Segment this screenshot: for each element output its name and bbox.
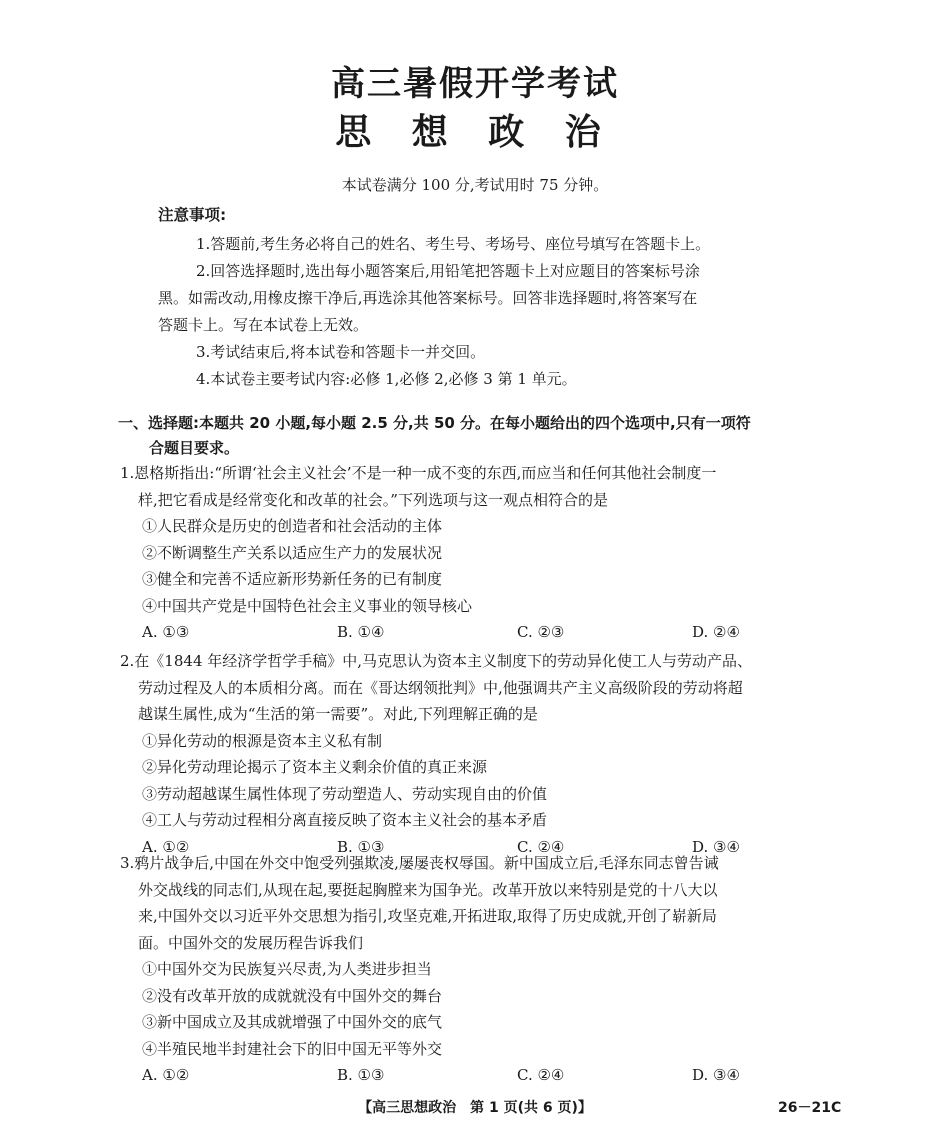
section-heading: [118, 411, 838, 461]
choice-c[interactable]: C. ②④: [517, 837, 565, 856]
question-stem-line: 样,把它看成是经常变化和改革的社会。”下列选项与这一观点相符合的是: [138, 490, 608, 509]
question-stem-line: 外交战线的同志们,从现在起,要挺起胸膛来为国争光。改革开放以来特别是党的十八大以: [138, 880, 718, 899]
question-stem-line: 1.恩格斯指出:“所谓‘社会主义社会’不是一种一成不变的东西,而应当和任何其他社会制度一: [120, 464, 717, 482]
question-option: ④半殖民地半封建社会下的旧中国无平等外交: [142, 1039, 443, 1058]
exam-title: 高三暑假开学考试: [331, 64, 619, 104]
page-footer: 【高三思想政治 第 1 页(共 6 页)】: [358, 1100, 592, 1116]
question-option: ①人民群众是历史的创造者和社会活动的主体: [142, 517, 443, 535]
choice-d[interactable]: D. ②④: [692, 623, 740, 641]
subject-title: 思 想 政 治: [335, 112, 615, 153]
section-heading-line-1: 一、选择题:本题共 20 小题,每小题 2.5 分,共 50 分。在每小题给出的四个选项中,只有一项符: [118, 414, 751, 432]
question-option: ②没有改革开放的成就就没有中国外交的舞台: [142, 986, 443, 1005]
question-option: ③健全和完善不适应新形势新任务的已有制度: [142, 570, 443, 588]
choice-a[interactable]: A. ①②: [142, 1066, 190, 1084]
notice-line-3: 黑。如需改动,用橡皮擦干净后,再选涂其他答案标号。回答非选择题时,将答案写在: [158, 289, 698, 307]
choice-c[interactable]: C. ②④: [517, 1066, 565, 1084]
question-option: ②不断调整生产关系以适应生产力的发展状况: [142, 543, 443, 562]
question-stem-line: 2.在《1844 年经济学哲学手稿》中,马克思认为资本主义制度下的劳动异化使工人与劳动产品、: [120, 652, 753, 670]
choice-b[interactable]: B. ①③: [337, 1066, 385, 1084]
notice-line-6: 4.本试卷主要考试内容:必修 1,必修 2,必修 3 第 1 单元。: [196, 370, 577, 388]
question-stem-line: 劳动过程及人的本质相分离。而在《哥达纲领批判》中,他强调共产主义高级阶段的劳动将超: [138, 678, 743, 697]
question-1: [120, 460, 840, 646]
choice-b[interactable]: B. ①④: [337, 623, 385, 641]
choice-d[interactable]: D. ③④: [692, 1066, 740, 1084]
notice-line-4: 答题卡上。写在本试卷上无效。: [158, 316, 369, 334]
choice-a[interactable]: A. ①②: [142, 837, 190, 856]
question-option: ①中国外交为民族复兴尽责,为人类进步担当: [142, 960, 432, 978]
notice-heading: 注意事项:: [158, 206, 227, 224]
choice-a[interactable]: A. ①③: [142, 623, 190, 641]
notice-line-5: 3.考试结束后,将本试卷和答题卡一并交回。: [196, 343, 486, 361]
notice-line-1: 1.答题前,考生务必将自己的姓名、考生号、考场号、座位号填写在答题卡上。: [196, 235, 711, 253]
answer-choices: [120, 619, 840, 646]
choice-c[interactable]: C. ②③: [517, 623, 565, 641]
question-2: [120, 648, 840, 860]
question-stem-line: 越谋生属性,成为“生活的第一需要”。对此,下列理解正确的是: [138, 705, 538, 723]
question-option: ④工人与劳动过程相分离直接反映了资本主义社会的基本矛盾: [142, 811, 548, 829]
question-option: ③劳动超越谋生属性体现了劳动塑造人、劳动实现自由的价值: [142, 784, 548, 803]
answer-choices: [120, 1062, 840, 1089]
page-code: 26－21C: [778, 1100, 842, 1116]
exam-intro: 本试卷满分 100 分,考试用时 75 分钟。: [341, 176, 609, 194]
question-3: [120, 850, 840, 1089]
question-stem-line: 来,中国外交以习近平外交思想为指引,攻坚克难,开拓进取,取得了历史成就,开创了崭新局: [138, 907, 717, 925]
question-stem-line: 面。中国外交的发展历程告诉我们: [138, 933, 364, 952]
choice-d[interactable]: D. ③④: [692, 837, 740, 856]
choice-b[interactable]: B. ①③: [337, 837, 385, 856]
notice-line-2: 2.回答选择题时,选出每小题答案后,用铅笔把答题卡上对应题目的答案标号涂: [196, 262, 700, 280]
question-option: ②异化劳动理论揭示了资本主义剩余价值的真正来源: [142, 758, 488, 776]
section-heading-line-2: 合题目要求。: [149, 439, 240, 457]
question-option: ③新中国成立及其成就增强了中国外交的底气: [142, 1013, 443, 1031]
question-option: ①异化劳动的根源是资本主义私有制: [142, 731, 383, 750]
question-stem-line: 3.鸦片战争后,中国在外交中饱受列强欺凌,屡屡丧权辱国。新中国成立后,毛泽东同志曾告诫: [120, 854, 719, 872]
question-option: ④中国共产党是中国特色社会主义事业的领导核心: [142, 596, 473, 615]
